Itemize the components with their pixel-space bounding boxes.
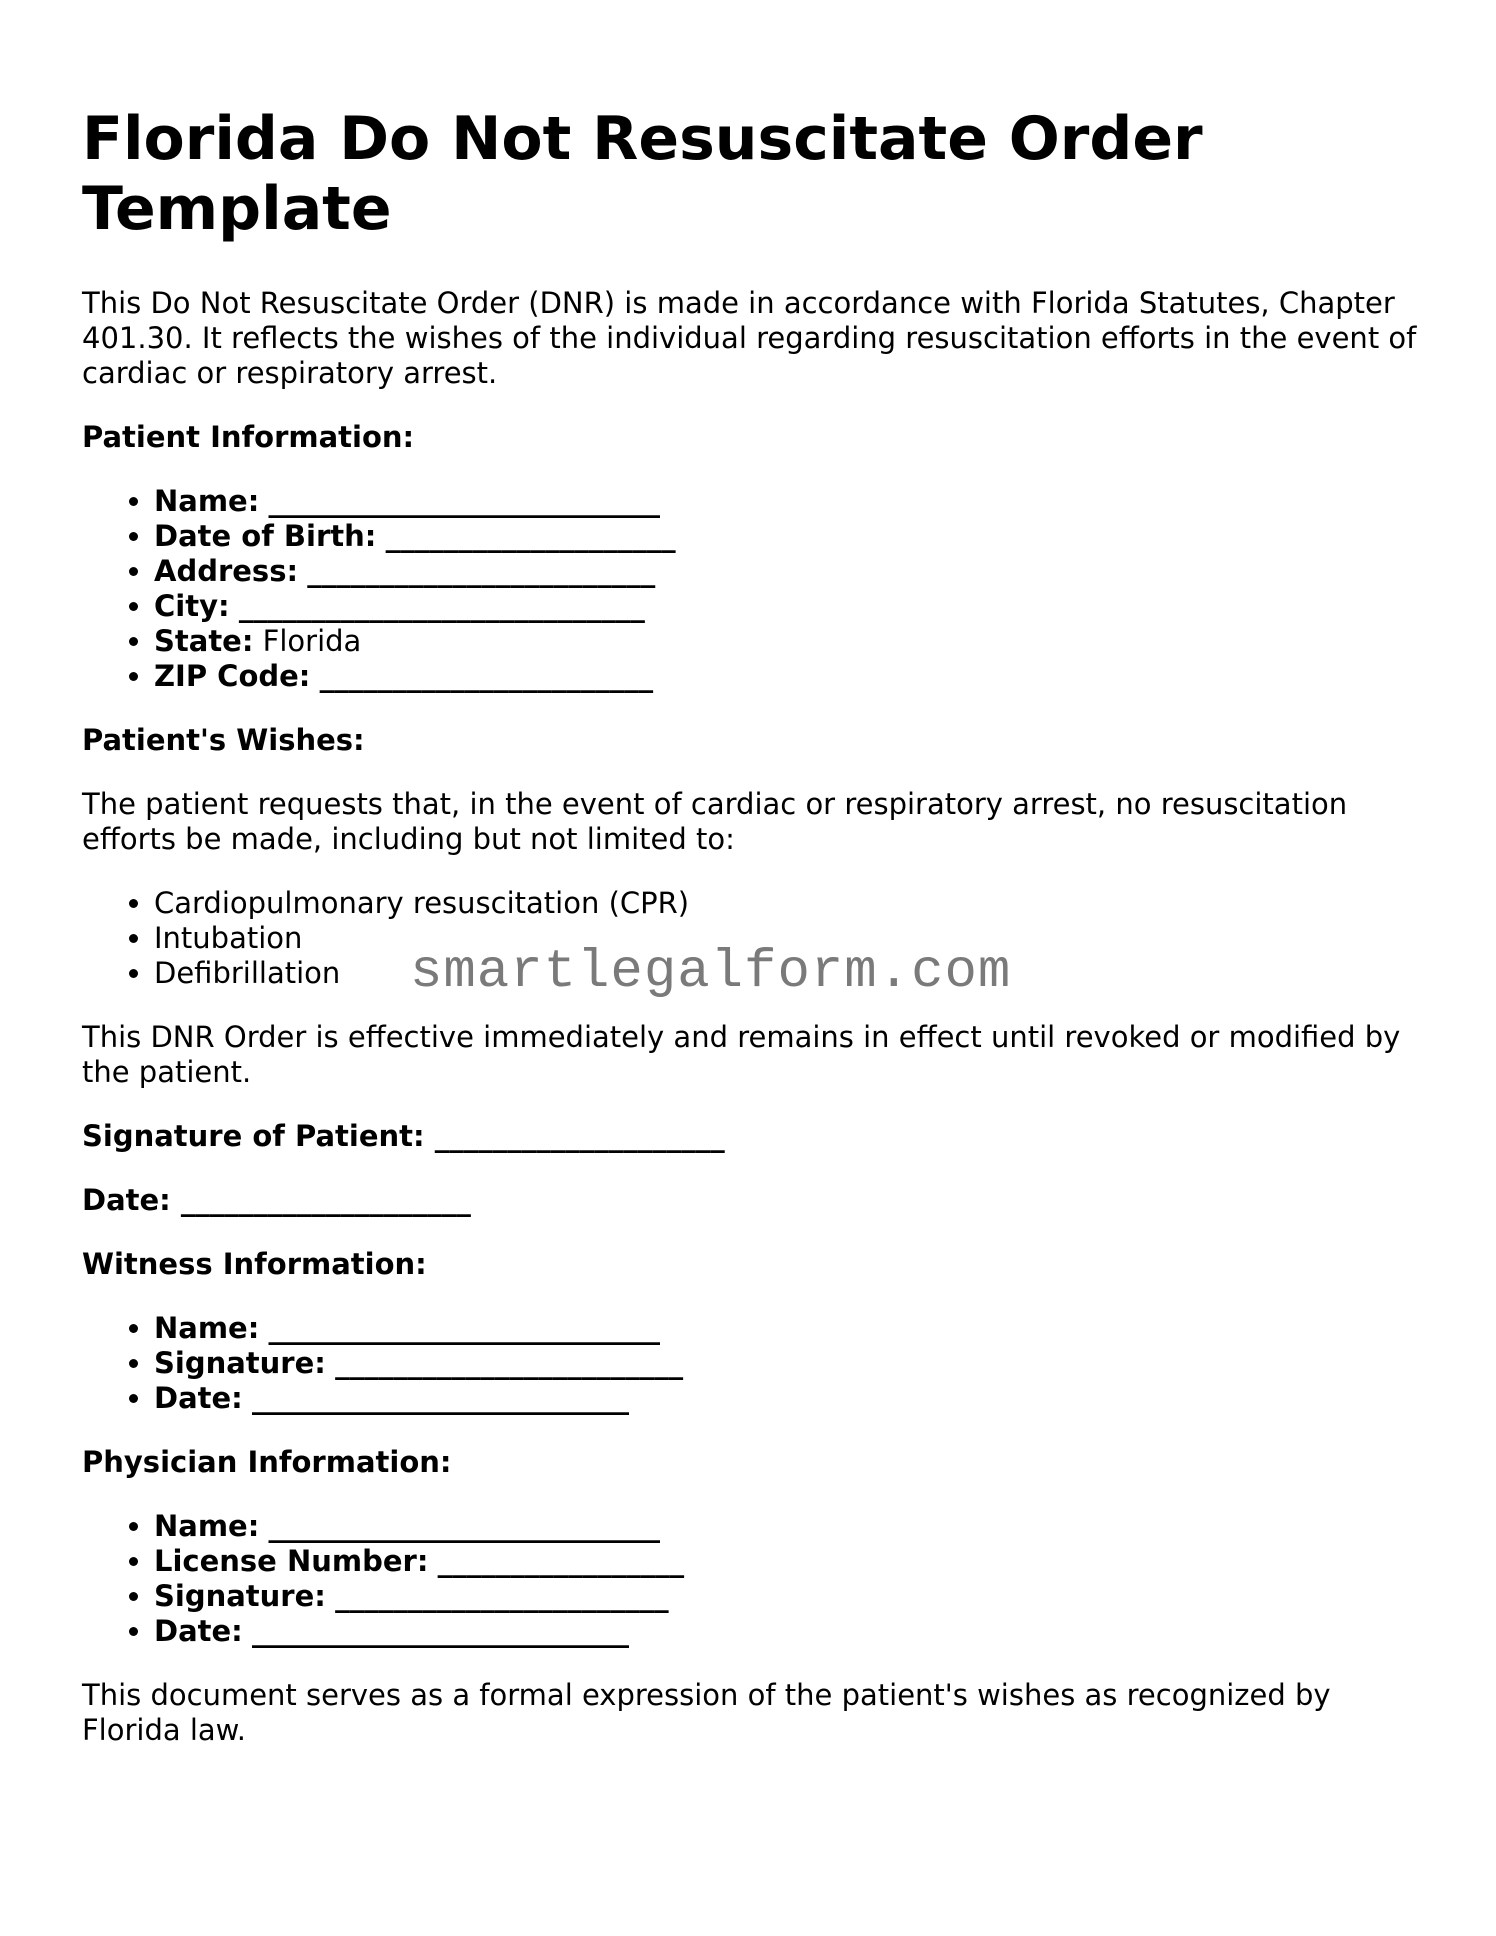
field-blank[interactable]: ________________________ [335,1346,684,1380]
patient-signature-line [82,1119,1422,1154]
field-value: Florida [262,624,362,658]
field-label: Date of Birth: [154,519,377,553]
patient-zip-field [154,659,1422,694]
field-label: State: [154,624,254,658]
page-title: Florida Do Not Resuscitate Order Template [82,104,1203,244]
field-label: Date: [82,1183,171,1217]
physician-signature-field [154,1579,1422,1614]
field-blank[interactable]: ___________________________ [268,1311,661,1345]
field-label: ZIP Code: [154,659,311,693]
field-blank[interactable]: _________________ [437,1544,685,1578]
field-blank[interactable]: ____________________________ [238,589,645,623]
physician-info-heading: Physician Information: [82,1445,452,1479]
field-label: License Number: [154,1544,429,1578]
patient-address-field [154,554,1422,589]
field-blank[interactable]: ___________________________ [268,1509,661,1543]
field-blank[interactable]: ____________________ [180,1183,471,1217]
watermark-text: smartlegalform.com [410,942,1012,1003]
patient-dob-field [154,519,1422,554]
patient-name-field [154,484,1422,519]
patient-date-line [82,1183,1422,1218]
field-label: Date: [154,1614,243,1648]
closing-statement: This document serves as a formal expression of the patient's wishes as recognized by Florida law. [82,1678,1331,1747]
patient-city-field [154,589,1422,624]
list-item: • Cardiopulmonary resuscitation (CPR) [154,886,1422,921]
field-label: Name: [154,1509,260,1543]
list-item: • Intubation [154,921,1422,956]
physician-date-field [154,1614,1422,1649]
field-blank[interactable]: __________________________ [252,1381,629,1415]
witness-date-field [154,1381,1422,1416]
field-label: Name: [154,484,260,518]
physician-info-list [82,1509,1422,1649]
field-blank[interactable]: _______________________ [319,659,654,693]
patient-wishes-text: The patient requests that, in the event of cardiac or respiratory arrest, no resuscitation efforts be made, including but not limited to: [82,787,1348,856]
field-blank[interactable]: ___________________________ [268,484,661,518]
patient-wishes-heading: Patient's Wishes: [82,723,365,757]
witness-info-heading: Witness Information: [82,1247,427,1281]
intro-paragraph: This Do Not Resuscitate Order (DNR) is made in accordance with Florida Statutes, Chapter 401.30. It reflects the wishes of the individual regarding resuscitation efforts in the event of cardiac or respiratory arrest. [82,286,1417,390]
field-blank[interactable]: ____________________ [385,519,676,553]
patient-info-list [82,484,1422,694]
field-label: Address: [154,554,299,588]
field-blank[interactable]: _______________________ [335,1579,669,1613]
physician-license-field [154,1544,1422,1579]
physician-name-field [154,1509,1422,1544]
list-item: • Defibrillation [154,956,1422,991]
witness-info-list [82,1311,1422,1416]
field-blank[interactable]: ____________________ [434,1119,725,1153]
witness-signature-field [154,1346,1422,1381]
field-label: City: [154,589,230,623]
field-label: Date: [154,1381,243,1415]
field-blank[interactable]: __________________________ [252,1614,629,1648]
field-label: Signature of Patient: [82,1119,425,1153]
field-label: Name: [154,1311,260,1345]
patient-state-field [154,624,1422,659]
field-label: Signature: [154,1579,326,1613]
field-blank[interactable]: ________________________ [307,554,656,588]
field-label: Signature: [154,1346,326,1380]
witness-name-field [154,1311,1422,1346]
document-page [82,104,1422,1777]
patient-info-heading: Patient Information: [82,420,415,454]
effective-statement: This DNR Order is effective immediately and remains in effect until revoked or modified by the patient. [82,1020,1401,1089]
